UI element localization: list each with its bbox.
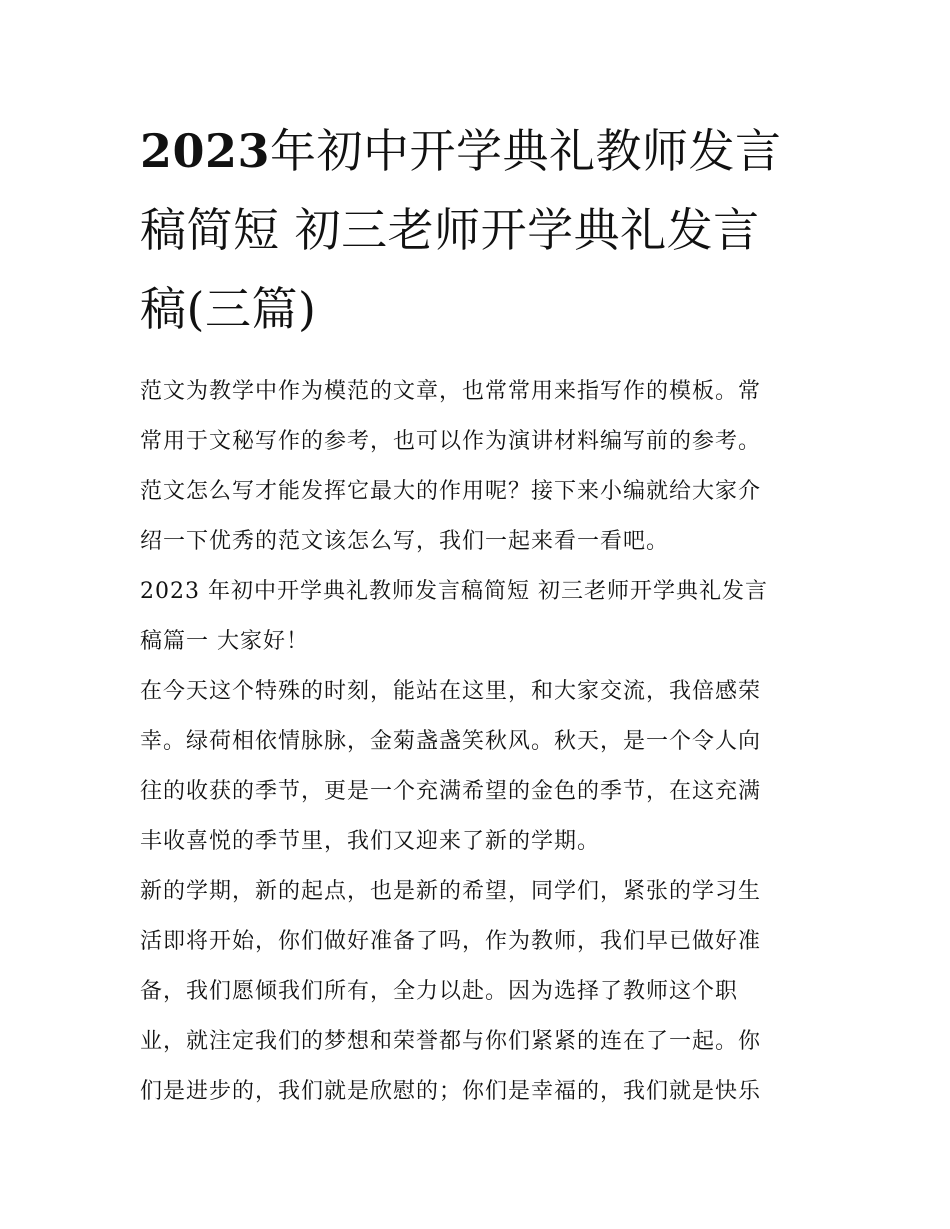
text-line: 丰收喜悦的季节里，我们又迎来了新的学期。 [140, 829, 601, 854]
text-line: 业，就注定我们的梦想和荣誉都与你们紧紧的连在了一起。你 [140, 1029, 762, 1054]
document-title [140, 112, 815, 349]
text-line: 2023 年初中开学典礼教师发言稿简短 初三老师开学典礼发言 [140, 579, 768, 604]
section-heading-paragraph [140, 567, 815, 667]
text-line: 范文为教学中作为模范的文章，也常常用来指写作的模板。常 [140, 379, 762, 404]
text-line: 稿篇一 大家好！ [140, 629, 309, 654]
text-line: 活即将开始，你们做好准备了吗，作为教师，我们早已做好准 [140, 929, 762, 954]
text-line: 幸。绿荷相依情脉脉，金菊盏盏笑秋风。秋天，是一个令人向 [140, 729, 762, 754]
text-line: 范文怎么写才能发挥它最大的作用呢？接下来小编就给大家介 [140, 479, 762, 504]
text-line: 新的学期，新的起点，也是新的希望，同学们，紧张的学习生 [140, 879, 762, 904]
body-paragraph [140, 867, 815, 1117]
title-year: 2023 [140, 124, 271, 178]
text-line: 常用于文秘写作的参考，也可以作为演讲材料编写前的参考。 [140, 429, 762, 454]
title-line: 稿(三篇) [140, 282, 317, 336]
text-line: 往的收获的季节，更是一个充满希望的金色的季节，在这充满 [140, 779, 762, 804]
document-page [140, 112, 815, 1117]
text-line: 在今天这个特殊的时刻，能站在这里，和大家交流，我倍感荣 [140, 679, 762, 704]
text-line: 们是进步的，我们就是欣慰的；你们是幸福的，我们就是快乐 [140, 1079, 762, 1104]
text-line: 绍一下优秀的范文该怎么写，我们一起来看一看吧。 [140, 529, 670, 554]
title-line: 年初中开学典礼教师发言 [270, 124, 782, 178]
title-line: 稿简短 初三老师开学典礼发言 [140, 203, 760, 257]
body-paragraph [140, 667, 815, 867]
intro-paragraph [140, 367, 815, 567]
text-line: 备，我们愿倾我们所有，全力以赴。因为选择了教师这个职 [140, 979, 739, 1004]
